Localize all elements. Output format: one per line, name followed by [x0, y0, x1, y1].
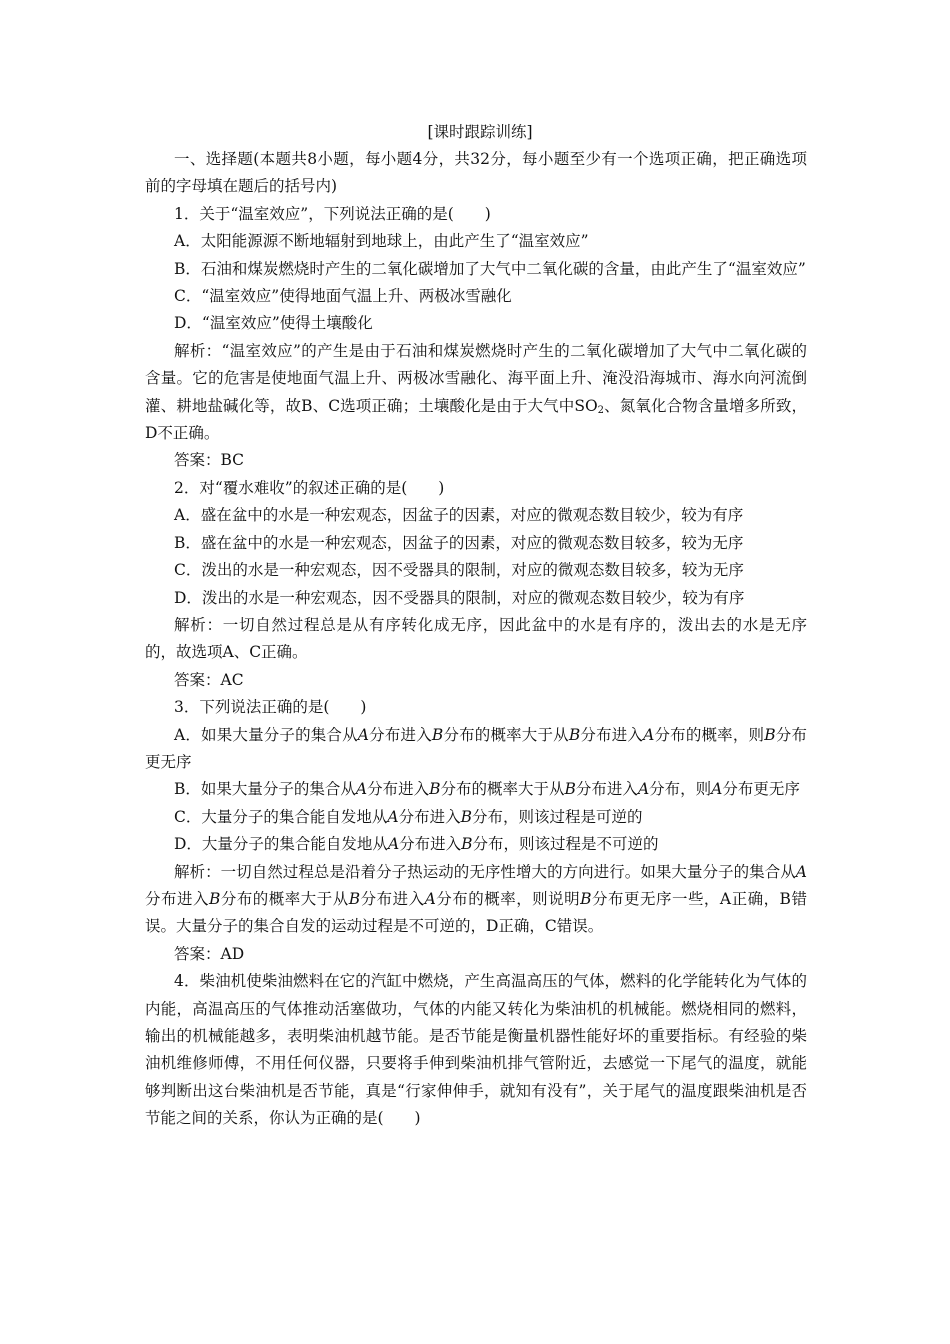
- q2-analysis: 解析：一切自然过程总是从有序转化成无序，因此盆中的水是有序的，泼出去的水是无序的，故选项A、C正确。: [145, 615, 807, 662]
- q2-option-c: C．泼出的水是一种宏观态，因不受器具的限制，对应的微观态数目较多，较为无序: [174, 561, 744, 580]
- q2-answer: 答案：AC: [174, 670, 244, 689]
- q3-analysis: [145, 859, 807, 941]
- q3a-text-5: 分布的概率，则: [654, 725, 765, 744]
- worksheet-page: [145, 118, 807, 1133]
- q3a-var-a: A: [357, 725, 369, 744]
- q3a-var-b: B: [431, 725, 444, 744]
- q3an-text-2: 分布进入: [145, 889, 209, 908]
- q3a-text-2: 分布进入: [369, 725, 432, 744]
- q3c-text-2: 分布进入: [398, 807, 461, 826]
- q1-answer: 答案：BC: [174, 451, 245, 470]
- q3a-text-6: 分布更无序: [145, 725, 807, 771]
- section-heading: 一、选择题(本题共8小题，每小题4分，共32分，每小题至少有一个选项正确，把正确选项前的字母填在题后的括号内): [145, 150, 807, 196]
- q1-option-a: A．太阳能源源不断地辐射到地球上，由此产生了“温室效应”: [174, 232, 589, 251]
- q3b-text-5: 分布，则: [649, 780, 712, 799]
- q3a-var-b-2: B: [568, 725, 581, 744]
- q1-analysis: [145, 338, 807, 448]
- q3an-var-a-2: A: [424, 889, 436, 908]
- q3b-text-6: 分布更无序: [722, 780, 800, 799]
- q3-option-b: [145, 776, 807, 803]
- q3-answer: 答案：AD: [174, 944, 245, 963]
- q3-option-a: [145, 722, 807, 777]
- q3b-var-b-2: B: [564, 780, 576, 799]
- q3c-var-b: B: [460, 807, 472, 826]
- q2-option-b: B．盛在盆中的水是一种宏观态，因盆子的因素，对应的微观态数目较多，较为无序: [174, 533, 744, 552]
- q3b-var-a: A: [355, 780, 368, 799]
- q3an-var-b: B: [208, 889, 221, 908]
- q1-option-d: D．“温室效应”使得土壤酸化: [174, 314, 373, 333]
- q3a-var-a-2: A: [643, 725, 655, 744]
- q3d-text-2: 分布进入: [399, 835, 462, 854]
- q3b-text-3: 分布的概率大于从: [440, 780, 565, 799]
- q3an-var-b-2: B: [348, 889, 361, 908]
- q3a-text-4: 分布进入: [580, 725, 644, 744]
- q1-stem: 1．关于“温室效应”，下列说法正确的是( ): [174, 204, 491, 223]
- q2-option-a: A．盛在盆中的水是一种宏观态，因盆子的因素，对应的微观态数目较少，较为有序: [174, 506, 744, 525]
- q2-option-d: D．泼出的水是一种宏观态，因不受器具的限制，对应的微观态数目较少，较为有序: [174, 588, 745, 607]
- q3an-var-b-3: B: [580, 889, 592, 908]
- q1-option-b: B．石油和煤炭燃烧时产生的二氧化碳增加了大气中二氧化碳的含量，由此产生了“温室效应”: [174, 259, 806, 278]
- q3an-text-5: 分布的概率，则说明: [435, 889, 581, 908]
- q1-analysis-part1: 解析：“温室效应”的产生是由于石油和煤炭燃烧时产生的二氧化碳增加了大气中二氧化碳的含量。它的危害是使地面气温上升、两极冰雪融化、海平面上升、淹没沿海城市、海水向河流倒灌、耕地盐碱化等，故B、C选项正确；土壤酸化是由于大气中SO: [145, 341, 807, 415]
- q3c-text-1: C．大量分子的集合能自发地从: [174, 807, 388, 826]
- q3a-text-1: A．如果大量分子的集合从: [174, 725, 358, 744]
- q3a-text-3: 分布的概率大于从: [443, 725, 569, 744]
- q4-stem: 4．柴油机使柴油燃料在它的汽缸中燃烧，产生高温高压的气体，燃料的化学能转化为气体的内能，高温高压的气体推动活塞做功，气体的内能又转化为柴油机的机械能。燃烧相同的燃料，输出的机械能越多，表明柴油机越节能。是否节能是衡量机器性能好坏的重要指标。有经验的柴油机维修师傅，不用任何仪器，只要将手伸到柴油机排气管附近，去感觉一下尾气的温度，就能够判断出这台柴油机是否节能，真是“行家伸伸手，就知有没有”，关于尾气的温度跟柴油机是否节能之间的关系，你认为正确的是( ): [145, 972, 807, 1128]
- q3an-text-1: 解析：一切自然过程总是沿着分子热运动的无序性增大的方向进行。如果大量分子的集合从: [174, 862, 796, 881]
- q1-analysis-part2: 、氮氧化合物含量增多所致，D不正确。: [145, 396, 807, 443]
- q3b-text-2: 分布进入: [367, 780, 430, 799]
- q3d-text-1: D．大量分子的集合能自发地从: [174, 835, 388, 854]
- q3b-var-b: B: [429, 780, 441, 799]
- q3d-var-a: A: [387, 835, 400, 854]
- q3an-text-6: 分布更无序一些，A正确，B错误。大量分子的集合自发的运动过程是不可逆的，D正确，C错误。: [145, 889, 807, 936]
- q3b-var-a-2: A: [637, 780, 650, 799]
- q3-option-c: [145, 804, 807, 831]
- page-title: [课时跟踪训练]: [427, 123, 533, 141]
- q3c-var-a: A: [387, 807, 399, 826]
- q3an-var-a: A: [795, 862, 807, 881]
- q3an-text-3: 分布的概率大于从: [220, 889, 349, 908]
- q3d-text-3: 分布，则该过程是不可逆的: [472, 835, 659, 854]
- q3an-text-4: 分布进入: [360, 889, 425, 908]
- q3d-var-b: B: [461, 835, 473, 854]
- q3b-var-a-3: A: [711, 780, 723, 799]
- q1-option-c: C．“温室效应”使得地面气温上升、两极冰雪融化: [174, 287, 512, 306]
- q3a-var-b-3: B: [764, 725, 776, 744]
- q3c-text-3: 分布，则该过程是可逆的: [471, 807, 643, 826]
- q3-stem: 3．下列说法正确的是( ): [174, 698, 367, 717]
- q3-option-d: [145, 831, 807, 858]
- q2-stem: 2．对“覆水难收”的叙述正确的是( ): [174, 478, 445, 497]
- q3b-text-4: 分布进入: [575, 780, 638, 799]
- q1-analysis-subscript: 2: [597, 404, 605, 416]
- q3b-text-1: B．如果大量分子的集合从: [174, 780, 356, 799]
